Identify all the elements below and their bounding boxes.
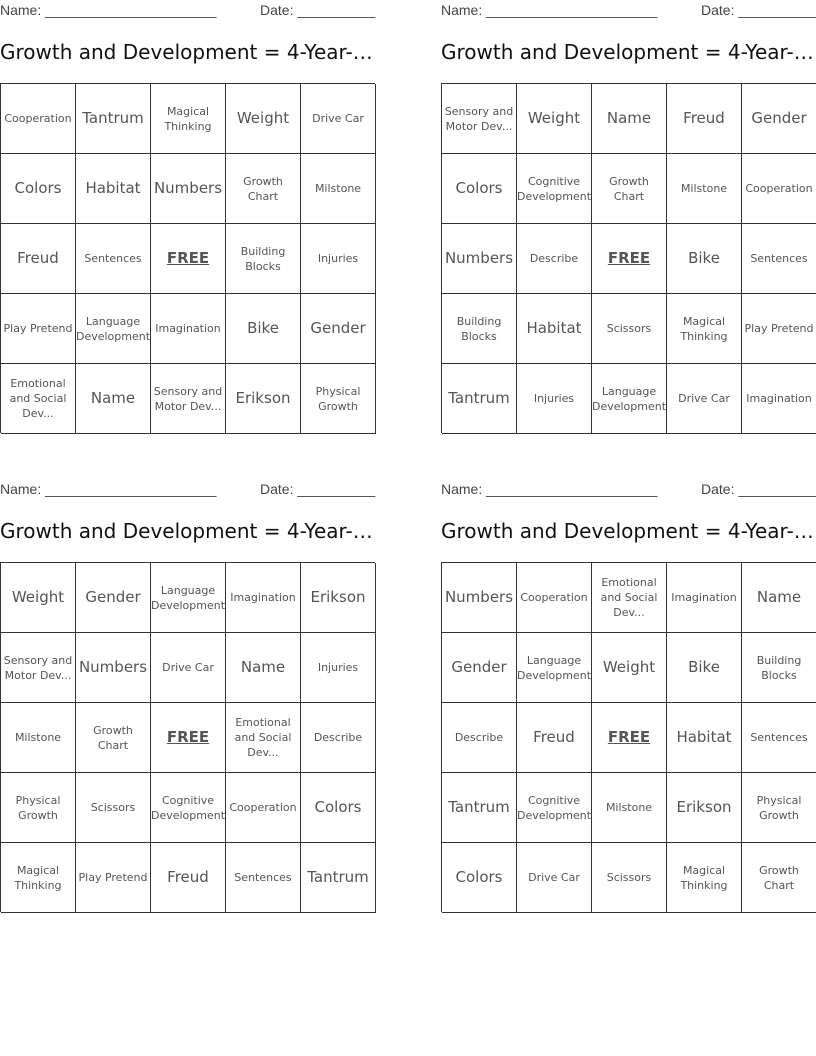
bingo-cell[interactable]: Sentences: [226, 843, 301, 913]
bingo-grid: [0, 83, 375, 433]
bingo-cell[interactable]: Cognitive Development: [151, 773, 226, 843]
bingo-cell[interactable]: Magical Thinking: [667, 294, 742, 364]
bingo-cell[interactable]: Cooperation: [742, 154, 816, 224]
bingo-cell[interactable]: Freud: [667, 84, 742, 154]
bingo-cell[interactable]: Gender: [76, 563, 151, 633]
bingo-cell[interactable]: Erikson: [667, 773, 742, 843]
bingo-cell[interactable]: Weight: [1, 563, 76, 633]
name-field-label[interactable]: Name: ______________________: [441, 2, 658, 18]
date-field-label[interactable]: Date: __________: [701, 2, 816, 18]
bingo-cell[interactable]: Freud: [1, 224, 76, 294]
bingo-cell[interactable]: Name: [76, 364, 151, 434]
bingo-card-1: [0, 0, 375, 440]
bingo-cell[interactable]: Habitat: [76, 154, 151, 224]
bingo-cell[interactable]: Milstone: [1, 703, 76, 773]
free-space-cell[interactable]: FREE: [592, 703, 667, 773]
bingo-cell[interactable]: Growth Chart: [742, 843, 816, 913]
bingo-cell[interactable]: Cognitive Development: [517, 154, 592, 224]
bingo-cell[interactable]: Cooperation: [517, 563, 592, 633]
free-space-cell[interactable]: FREE: [151, 224, 226, 294]
bingo-cell[interactable]: Sensory and Motor Dev...: [442, 84, 517, 154]
bingo-cell[interactable]: Gender: [442, 633, 517, 703]
bingo-card-2: [441, 0, 816, 440]
bingo-cell[interactable]: Language Development: [517, 633, 592, 703]
bingo-cell[interactable]: Drive Car: [517, 843, 592, 913]
bingo-cell[interactable]: Injuries: [517, 364, 592, 434]
bingo-cell[interactable]: Habitat: [667, 703, 742, 773]
bingo-cell[interactable]: Play Pretend: [1, 294, 76, 364]
bingo-cell[interactable]: Freud: [517, 703, 592, 773]
bingo-cell[interactable]: Weight: [592, 633, 667, 703]
bingo-cell[interactable]: Numbers: [442, 563, 517, 633]
bingo-cell[interactable]: Colors: [301, 773, 376, 843]
bingo-cell[interactable]: Habitat: [517, 294, 592, 364]
bingo-cell[interactable]: Tantrum: [442, 773, 517, 843]
bingo-cell[interactable]: Imagination: [226, 563, 301, 633]
bingo-cell[interactable]: Bike: [667, 224, 742, 294]
bingo-cell[interactable]: Drive Car: [301, 84, 376, 154]
date-field-label[interactable]: Date: __________: [701, 481, 816, 497]
bingo-cell[interactable]: Building Blocks: [442, 294, 517, 364]
bingo-cell[interactable]: Play Pretend: [742, 294, 816, 364]
bingo-card-3: [0, 479, 375, 919]
bingo-cell[interactable]: Magical Thinking: [151, 84, 226, 154]
bingo-cell[interactable]: Milstone: [592, 773, 667, 843]
bingo-cell[interactable]: Sentences: [742, 703, 816, 773]
bingo-cell[interactable]: Weight: [517, 84, 592, 154]
bingo-cell[interactable]: Growth Chart: [76, 703, 151, 773]
bingo-cell[interactable]: Freud: [151, 843, 226, 913]
bingo-cell[interactable]: Emotional and Social Dev...: [226, 703, 301, 773]
bingo-cell[interactable]: Play Pretend: [76, 843, 151, 913]
bingo-cell[interactable]: Cooperation: [226, 773, 301, 843]
name-field-label[interactable]: Name: ______________________: [441, 481, 658, 497]
bingo-cell[interactable]: Colors: [442, 154, 517, 224]
bingo-cell[interactable]: Gender: [742, 84, 816, 154]
bingo-cell[interactable]: Physical Growth: [742, 773, 816, 843]
bingo-cell[interactable]: Growth Chart: [226, 154, 301, 224]
bingo-cell[interactable]: Tantrum: [76, 84, 151, 154]
card-title: Growth and Development = 4-Year-…: [441, 519, 814, 543]
bingo-cell[interactable]: Cooperation: [1, 84, 76, 154]
bingo-cell[interactable]: Physical Growth: [1, 773, 76, 843]
bingo-cell[interactable]: Scissors: [592, 294, 667, 364]
bingo-cell[interactable]: Sentences: [742, 224, 816, 294]
bingo-cell[interactable]: Bike: [667, 633, 742, 703]
bingo-cell[interactable]: Name: [226, 633, 301, 703]
bingo-cell[interactable]: Tantrum: [442, 364, 517, 434]
bingo-cell[interactable]: Building Blocks: [226, 224, 301, 294]
bingo-cell[interactable]: Imagination: [151, 294, 226, 364]
bingo-cell[interactable]: Describe: [517, 224, 592, 294]
bingo-cell[interactable]: Numbers: [151, 154, 226, 224]
bingo-cell[interactable]: Sentences: [76, 224, 151, 294]
bingo-cell[interactable]: Bike: [226, 294, 301, 364]
bingo-cell[interactable]: Drive Car: [151, 633, 226, 703]
bingo-cell[interactable]: Imagination: [742, 364, 816, 434]
bingo-cell[interactable]: Milstone: [667, 154, 742, 224]
bingo-cell[interactable]: Language Development: [76, 294, 151, 364]
bingo-cell[interactable]: Tantrum: [301, 843, 376, 913]
bingo-cell[interactable]: Growth Chart: [592, 154, 667, 224]
bingo-cell[interactable]: Injuries: [301, 633, 376, 703]
bingo-card-4: [441, 479, 816, 919]
name-field-label[interactable]: Name: ______________________: [0, 481, 217, 497]
card-title: Growth and Development = 4-Year-…: [0, 40, 373, 64]
bingo-grid: [0, 562, 375, 912]
bingo-cell[interactable]: Scissors: [76, 773, 151, 843]
bingo-cell[interactable]: Name: [742, 563, 816, 633]
card-header: [0, 479, 375, 501]
bingo-grid: [441, 562, 816, 912]
card-title: Growth and Development = 4-Year-…: [0, 519, 373, 543]
bingo-cell[interactable]: Emotional and Social Dev...: [592, 563, 667, 633]
card-header: [441, 0, 816, 22]
bingo-cell[interactable]: Cognitive Development: [517, 773, 592, 843]
bingo-cell[interactable]: Drive Car: [667, 364, 742, 434]
bingo-cell[interactable]: Describe: [301, 703, 376, 773]
bingo-cell[interactable]: Injuries: [301, 224, 376, 294]
bingo-cell[interactable]: Colors: [442, 843, 517, 913]
card-header: [0, 0, 375, 22]
bingo-cell[interactable]: Physical Growth: [301, 364, 376, 434]
bingo-cell[interactable]: Name: [592, 84, 667, 154]
bingo-cell[interactable]: Erikson: [301, 563, 376, 633]
bingo-cell[interactable]: Numbers: [76, 633, 151, 703]
bingo-cell[interactable]: Milstone: [301, 154, 376, 224]
card-header: [441, 479, 816, 501]
bingo-cell[interactable]: Scissors: [592, 843, 667, 913]
free-space-cell[interactable]: FREE: [151, 703, 226, 773]
bingo-cell[interactable]: Describe: [442, 703, 517, 773]
bingo-cell[interactable]: Language Development: [151, 563, 226, 633]
bingo-cell[interactable]: Colors: [1, 154, 76, 224]
bingo-cell[interactable]: Emotional and Social Dev...: [1, 364, 76, 434]
bingo-cell[interactable]: Imagination: [667, 563, 742, 633]
bingo-cell[interactable]: Magical Thinking: [1, 843, 76, 913]
free-space-cell[interactable]: FREE: [592, 224, 667, 294]
bingo-grid: [441, 83, 816, 433]
name-field-label[interactable]: Name: ______________________: [0, 2, 217, 18]
card-title: Growth and Development = 4-Year-…: [441, 40, 814, 64]
bingo-cell[interactable]: Erikson: [226, 364, 301, 434]
bingo-cell[interactable]: Building Blocks: [742, 633, 816, 703]
bingo-cell[interactable]: Sensory and Motor Dev...: [151, 364, 226, 434]
bingo-cell[interactable]: Weight: [226, 84, 301, 154]
date-field-label[interactable]: Date: __________: [260, 481, 376, 497]
date-field-label[interactable]: Date: __________: [260, 2, 376, 18]
bingo-cell[interactable]: Language Development: [592, 364, 667, 434]
bingo-cell[interactable]: Magical Thinking: [667, 843, 742, 913]
bingo-cell[interactable]: Numbers: [442, 224, 517, 294]
bingo-cell[interactable]: Gender: [301, 294, 376, 364]
bingo-cell[interactable]: Sensory and Motor Dev...: [1, 633, 76, 703]
